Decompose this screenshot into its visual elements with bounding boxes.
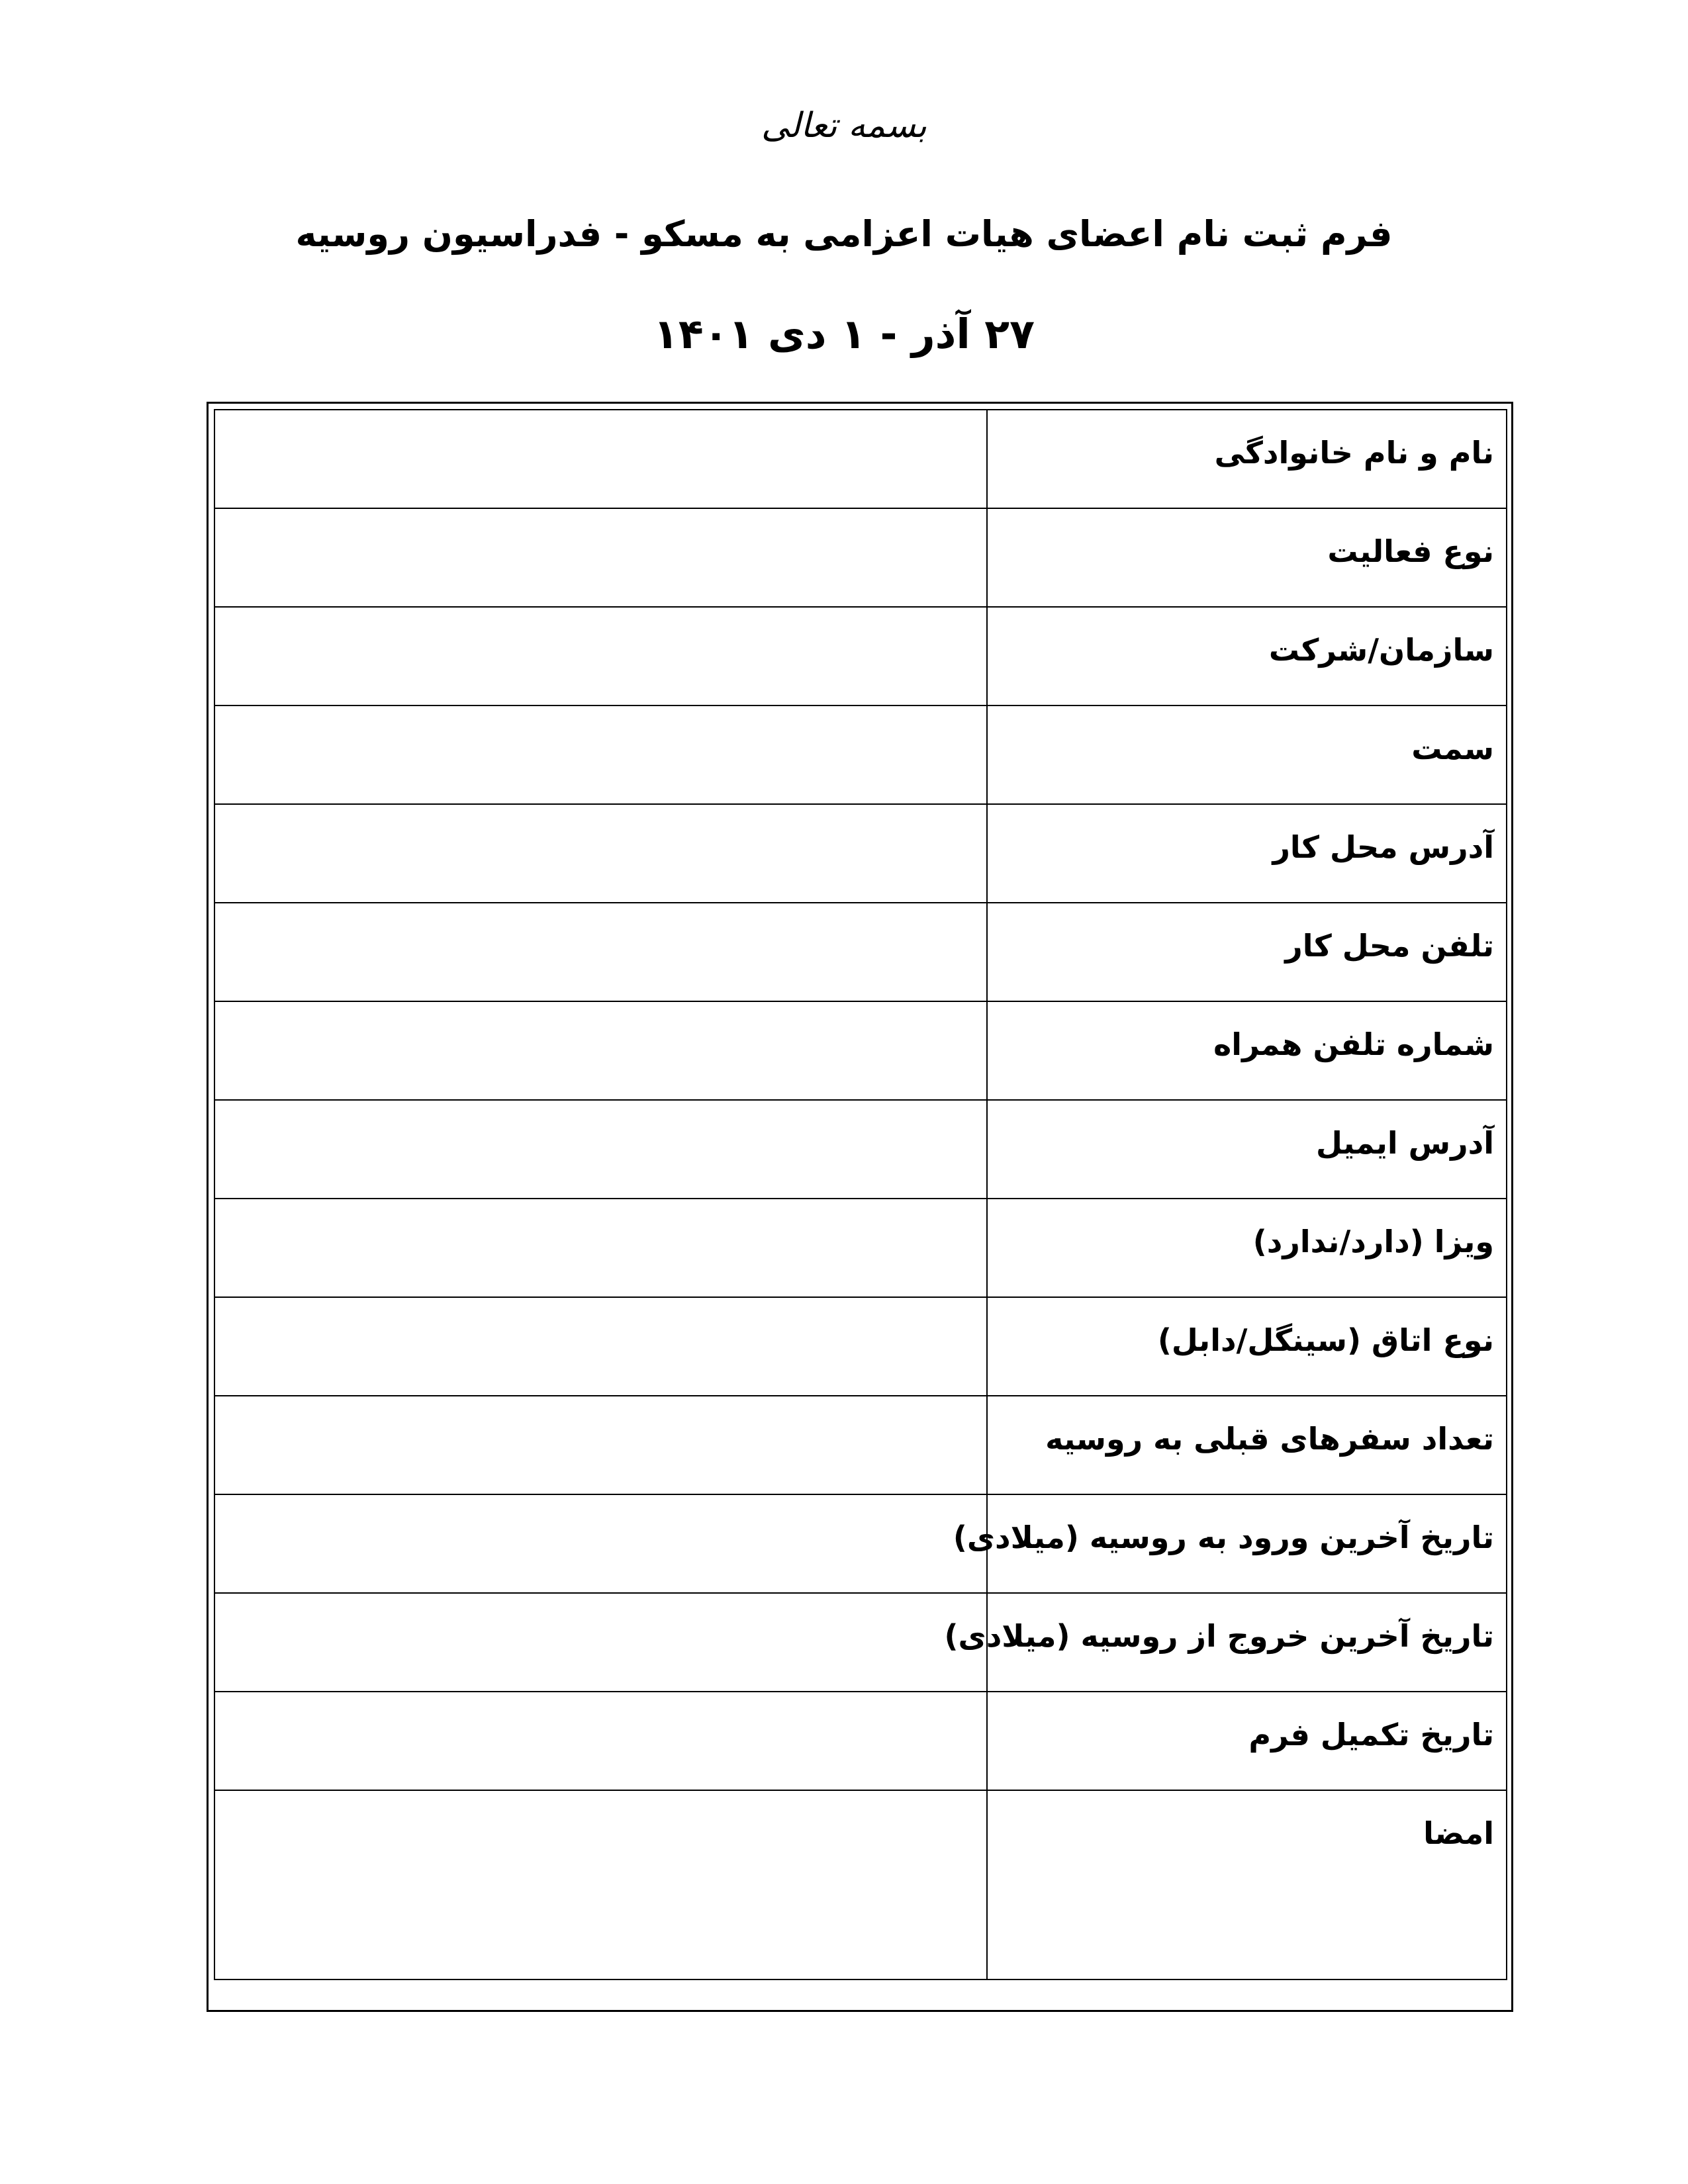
form-title: فرم ثبت نام اعضای هیات اعزامی به مسکو - فدراسیون روسیه bbox=[295, 213, 1393, 255]
field-input-mobile-phone[interactable] bbox=[214, 1001, 987, 1100]
form-row-organization bbox=[214, 607, 1507, 705]
field-label-activity-type: نوع فعالیت bbox=[1327, 533, 1494, 569]
field-input-work-address[interactable] bbox=[214, 804, 987, 903]
field-label-completion-date: تاریخ تکمیل فرم bbox=[1248, 1717, 1494, 1752]
field-label-cell bbox=[987, 508, 1507, 607]
field-input-activity-type[interactable] bbox=[214, 508, 987, 607]
form-row-previous-trips bbox=[214, 1396, 1507, 1494]
field-input-visa[interactable] bbox=[214, 1199, 987, 1297]
field-label-room-type: نوع اتاق (سینگل/دابل) bbox=[1157, 1322, 1494, 1358]
field-input-email[interactable] bbox=[214, 1100, 987, 1199]
field-label-work-address: آدرس محل کار bbox=[1272, 829, 1494, 865]
field-label-cell bbox=[944, 1593, 1507, 1692]
field-label-position: سمت bbox=[1411, 731, 1494, 766]
field-label-previous-trips: تعداد سفرهای قبلی به روسیه bbox=[1045, 1421, 1494, 1457]
form-row-last-entry-date bbox=[214, 1494, 1507, 1593]
field-label-cell bbox=[987, 903, 1507, 1001]
field-label-last-entry-date: تاریخ آخرین ورود به روسیه (میلادی) bbox=[953, 1520, 1494, 1555]
form-row-visa bbox=[214, 1199, 1507, 1297]
field-label-cell bbox=[987, 705, 1507, 804]
field-input-room-type[interactable] bbox=[214, 1297, 987, 1396]
field-input-work-phone[interactable] bbox=[214, 903, 987, 1001]
invocation-heading: بسمه تعالی bbox=[761, 106, 927, 146]
field-label-cell bbox=[987, 1297, 1507, 1396]
field-label-email: آدرس ایمیل bbox=[1315, 1125, 1494, 1161]
field-label-mobile-phone: شماره تلفن همراه bbox=[1213, 1026, 1494, 1062]
registration-form bbox=[207, 402, 1513, 2012]
form-row-position bbox=[214, 705, 1507, 804]
registration-table bbox=[214, 409, 1507, 1980]
field-label-cell bbox=[987, 1396, 1507, 1494]
field-label-cell bbox=[987, 1100, 1507, 1199]
form-row-email bbox=[214, 1100, 1507, 1199]
field-label-cell bbox=[953, 1494, 1507, 1593]
form-row-room-type bbox=[214, 1297, 1507, 1396]
field-label-cell bbox=[987, 1692, 1507, 1790]
field-label-cell bbox=[987, 1001, 1507, 1100]
form-row-signature bbox=[214, 1790, 1507, 1979]
field-input-completion-date[interactable] bbox=[214, 1692, 987, 1790]
field-input-last-entry-date[interactable] bbox=[214, 1494, 987, 1593]
field-label-cell bbox=[987, 1790, 1507, 1979]
field-label-signature: امضا bbox=[1423, 1815, 1494, 1851]
field-input-last-exit-date[interactable] bbox=[214, 1593, 987, 1692]
field-label-last-exit-date: تاریخ آخرین خروج از روسیه (میلادی) bbox=[944, 1618, 1494, 1654]
form-row-last-exit-date bbox=[214, 1593, 1507, 1692]
field-input-position[interactable] bbox=[214, 705, 987, 804]
field-label-cell bbox=[987, 410, 1507, 508]
form-row-work-address bbox=[214, 804, 1507, 903]
field-input-previous-trips[interactable] bbox=[214, 1396, 987, 1494]
field-label-organization: سازمان/شرکت bbox=[1268, 632, 1494, 668]
field-label-cell bbox=[987, 804, 1507, 903]
field-label-cell bbox=[987, 607, 1507, 705]
event-dates: ۲۷ آذر - ۱ دی ۱۴۰۱ bbox=[653, 310, 1035, 358]
field-input-organization[interactable] bbox=[214, 607, 987, 705]
field-label-visa: ویزا (دارد/ندارد) bbox=[1252, 1224, 1494, 1259]
field-label-work-phone: تلفن محل کار bbox=[1285, 928, 1494, 964]
form-row-completion-date bbox=[214, 1692, 1507, 1790]
field-label-cell bbox=[987, 1199, 1507, 1297]
form-row-work-phone bbox=[214, 903, 1507, 1001]
field-label-full-name: نام و نام خانوادگی bbox=[1214, 435, 1494, 471]
form-row-mobile-phone bbox=[214, 1001, 1507, 1100]
form-row-activity-type bbox=[214, 508, 1507, 607]
form-row-full-name bbox=[214, 410, 1507, 508]
field-input-signature[interactable] bbox=[214, 1790, 987, 1979]
field-input-full-name[interactable] bbox=[214, 410, 987, 508]
